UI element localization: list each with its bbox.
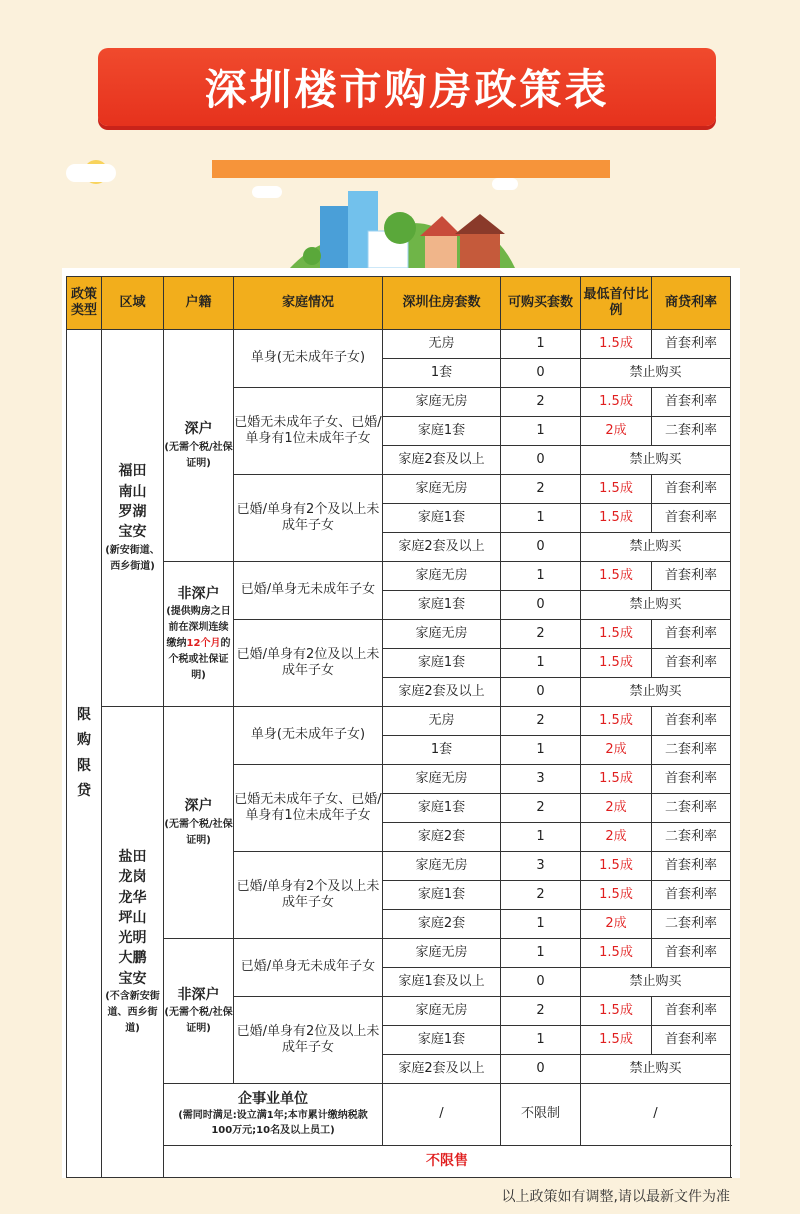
table-row: 家庭1套 2 1.5成 首套利率 [67,881,731,910]
table-row: 非深户 (提供购房之日前在深圳连续缴纳12个月的个税或社保证明) 已婚/单身无未成年子女 家庭无房 1 1.5成 首套利率 [67,562,731,591]
no-limit-sale-row: 不限售 [67,1146,731,1178]
family-cell: 已婚/单身有2位及以上未成年子女 [234,620,383,707]
table-row: 家庭1套及以上 0 禁止购买 [67,968,731,997]
family-cell: 单身(无未成年子女) [234,330,383,388]
family-cell: 已婚/单身有2个及以上未成年子女 [234,852,383,939]
table-row: 1套 1 2成 二套利率 [67,736,731,765]
table-row: 家庭2套及以上 0 禁止购买 [67,533,731,562]
table-row: 家庭1套 1 2成 二套利率 [67,417,731,446]
city-illustration [290,186,515,268]
cloud-decoration [66,164,116,182]
enterprise-row: 企事业单位 (需同时满足:设立满1年;本市累计缴纳税款100万元;10名及以上员工) / 不限制 / [67,1084,731,1146]
table-row: 家庭2套 1 2成 二套利率 [67,823,731,852]
table-row: 家庭1套 1 1.5成 首套利率 [67,649,731,678]
header-down-payment: 最低首付比例 [581,277,652,330]
header-loan-rate: 商贷利率 [652,277,731,330]
table-row: 已婚/单身有2个及以上未成年子女 家庭无房 3 1.5成 首套利率 [67,852,731,881]
header-policy-type: 政策类型 [67,277,102,330]
table-row: 限购限贷 福田南山罗湖宝安 (新安街道、西乡街道) 深户 (无需个税/社保证明) 单身(无未成年子女) 无房 1 1.5成 首套利率 [67,330,731,359]
family-cell: 单身(无未成年子女) [234,707,383,765]
table-header-row [67,277,731,330]
family-cell: 已婚无未成年子女、已婚/单身有1位未成年子女 [234,388,383,475]
enterprise-cell: 企事业单位 (需同时满足:设立满1年;本市累计缴纳税款100万元;10名及以上员工) [164,1084,383,1146]
table-row: 已婚无未成年子女、已婚/单身有1位未成年子女 家庭无房 2 1.5成 首套利率 [67,388,731,417]
family-cell: 已婚/单身无未成年子女 [234,562,383,620]
table-row: 已婚/单身有2位及以上未成年子女 家庭无房 2 1.5成 首套利率 [67,620,731,649]
table-row: 家庭1套 1 1.5成 首套利率 [67,1026,731,1055]
region-cell: 盐田龙岗龙华坪山光明大鹏宝安 (不含新安街道、西乡街道) [102,707,164,1178]
title-underline-decoration [212,160,610,178]
table-row: 家庭2套及以上 0 禁止购买 [67,678,731,707]
hukou-cell: 深户 (无需个税/社保证明) [164,330,234,562]
table-row: 家庭1套 0 禁止购买 [67,591,731,620]
table-row: 家庭2套及以上 0 禁止购买 [67,446,731,475]
header-region: 区域 [102,277,164,330]
family-cell: 已婚/单身有2位及以上未成年子女 [234,997,383,1084]
header-family: 家庭情况 [234,277,383,330]
hukou-cell: 深户 (无需个税/社保证明) [164,707,234,939]
page-title: 深圳楼市购房政策表 [98,48,716,126]
hukou-cell: 非深户 (提供购房之日前在深圳连续缴纳12个月的个税或社保证明) [164,562,234,707]
family-cell: 已婚/单身有2个及以上未成年子女 [234,475,383,562]
policy-type-cell: 限购限贷 [67,330,102,1178]
table-row: 已婚/单身有2个及以上未成年子女 家庭无房 2 1.5成 首套利率 [67,475,731,504]
table-row: 非深户 (无需个税/社保证明) 已婚/单身无未成年子女 家庭无房 1 1.5成 首套利率 [67,939,731,968]
header-hukou: 户籍 [164,277,234,330]
region-cell: 福田南山罗湖宝安 (新安街道、西乡街道) [102,330,164,707]
header-homes: 深圳住房套数 [383,277,501,330]
footer-note: 以上政策如有调整,请以最新文件为准 [501,1189,730,1205]
table-row: 1套 0 禁止购买 [67,359,731,388]
table-row: 家庭2套 1 2成 二套利率 [67,910,731,939]
header-buyable: 可购买套数 [501,277,581,330]
table-row: 家庭1套 1 1.5成 首套利率 [67,504,731,533]
table-row: 已婚/单身有2位及以上未成年子女 家庭无房 2 1.5成 首套利率 [67,997,731,1026]
family-cell: 已婚/单身无未成年子女 [234,939,383,997]
table-row: 家庭2套及以上 0 禁止购买 [67,1055,731,1084]
hukou-cell: 非深户 (无需个税/社保证明) [164,939,234,1084]
cloud-decoration [252,186,282,198]
table-row: 盐田龙岗龙华坪山光明大鹏宝安 (不含新安街道、西乡街道) 深户 (无需个税/社保证明) 单身(无未成年子女) 无房 2 1.5成 首套利率 [67,707,731,736]
policy-table [66,276,731,1178]
table-row: 家庭1套 2 2成 二套利率 [67,794,731,823]
family-cell: 已婚无未成年子女、已婚/单身有1位未成年子女 [234,765,383,852]
table-row: 已婚无未成年子女、已婚/单身有1位未成年子女 家庭无房 3 1.5成 首套利率 [67,765,731,794]
